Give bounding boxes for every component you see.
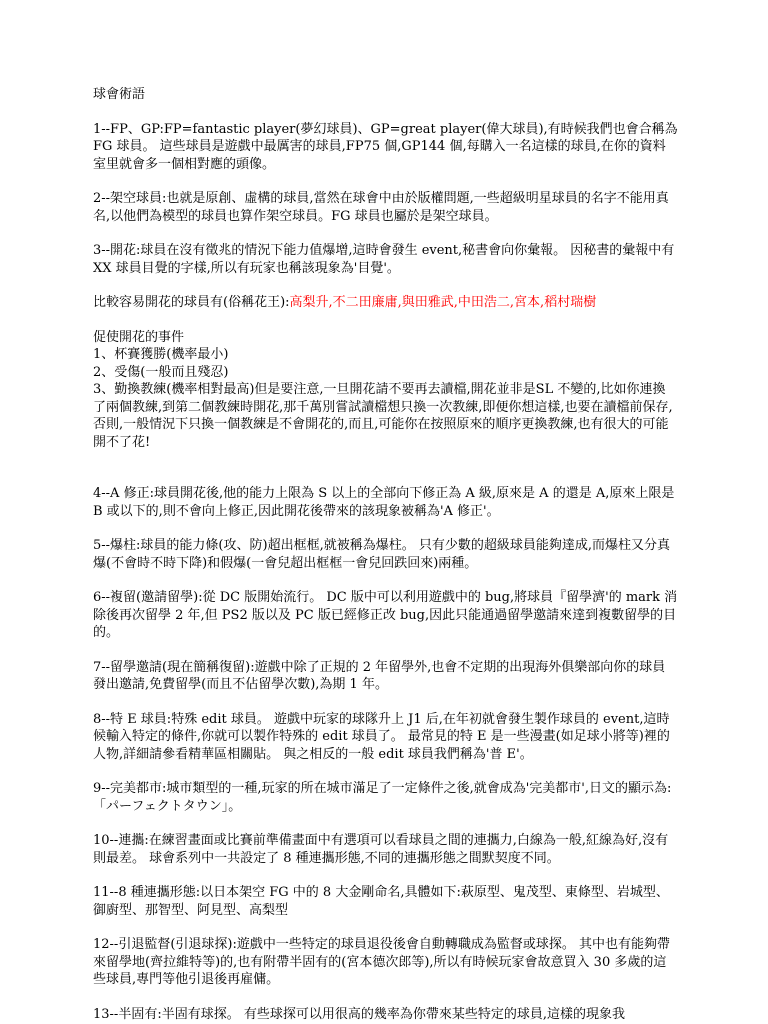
paragraph-study-invitation: 7--留學邀請(現在簡稱復留):遊戲中除了正規的 2 年留學外,也會不定期的出現海外俱樂部向你的球員發出邀請,免費留學(而且不佔留學次數),為期 1 年。: [93, 659, 666, 692]
paragraph-retired-coach: 12--引退監督(引退球探):遊戲中一些特定的球員退役後會自動轉職成為監督或球探。 其中也有能夠帶來留學地(齊拉維特等)的,也有附帶半固有的(宮本德次郎等),所以有時候玩家會故意買入 30 多歲的這些球員,專門等他引退後再雇傭。: [93, 937, 670, 987]
bloom-events-title: 促使開花的事件: [93, 329, 185, 345]
paragraph-semi-fixed: 13--半固有:半固有球探。 有些球探可以用很高的幾率為你帶來某些特定的球員,這樣的現象我: [93, 1006, 625, 1022]
bloom-events-section: [93, 329, 678, 452]
bloom-event-1: 1、杯賽獲勝(機率最小): [93, 347, 229, 362]
paragraph-fictional-player: 2--架空球員:也就是原創、虛構的球員,當然在球會中由於版權問題,一些超級明星球員的名字不能用真名,以他們為模型的球員也算作架空球員。FG 球員也屬於是架空球員。: [93, 191, 669, 224]
document-title: 球會術語: [93, 87, 146, 102]
paragraph-fp-gp: 1--FP、GP:FP=fantastic player(夢幻球員)、GP=great player(偉大球員),有時候我們也會合稱為FG 球員。 這些球員是遊戲中最厲害的球員,FP75 個,GP144 個,每購入一名這樣的球員,在你的資料室里就會多一個相對應的頭像。: [93, 121, 678, 172]
bloom-players-prefix: 比較容易開花的球員有(俗稱花王):: [93, 295, 290, 310]
paragraph-link-types: 11--8 種連攜形態:以日本架空 FG 中的 8 大金剛命名,具體如下:萩原型、鬼茂型、東條型、岩城型、御廚型、那智型、阿見型、高梨型: [93, 885, 669, 918]
paragraph-perfect-city: 9--完美都市:城市類型的一種,玩家的所在城市滿足了一定條件之後,就會成為'完美都市',日文的顯示為:「パーフェクトタウン」。: [93, 781, 672, 814]
paragraph-bloom-players: [93, 294, 678, 312]
paragraph-special-edit: 8--特 E 球員:特殊 edit 球員。 遊戲中玩家的球隊升上 J1 后,在年初就會發生製作球員的 event,這時候輸入特定的條件,你就可以製作特殊的 edit 球員了。 最常見的特 E 是一些漫畫(如足球小將等)裡的人物,詳細請參看精華區相關貼。 與之相反的一般 edit 球員我們稱為'普 E'。: [93, 711, 670, 762]
bloom-players-names: 高梨升,不二田廉庸,與田雅武,中田浩二,宮本,稻村瑞樹: [289, 295, 597, 310]
paragraph-a-correction: 4--A 修正:球員開花後,他的能力上限為 S 以上的全部向下修正為 A 級,原來是 A 的還是 A,原來上限是 B 或以下的,則不會向上修正,因此開花後帶來的該現象被稱為'A 修正'。: [93, 486, 675, 519]
paragraph-repeat-study: 6--複留(邀請留學):從 DC 版開始流行。 DC 版中可以利用遊戲中的 bug,將球員『留學濟'的 mark 消除後再次留學 2 年,但 PS2 版以及 PC 版已經修正改 bug,因此只能通過留學邀請來達到複數留學的目的。: [93, 590, 678, 640]
blank-line: [93, 468, 678, 485]
bloom-event-3: 3、勤換教練(機率相對最高)但是要注意,一旦開花請不要再去讀檔,開花並非是SL 不變的,比如你連換了兩個教練,到第二個教練時開花,那千萬別嘗試讀檔想只換一次教練,即便你想這樣,也要在讀檔前保存,否則,一般情況下只換一個教練是不會開花的,而且,可能你在按照原來的順序更換教練,也有很大的可能開不了花!: [93, 382, 673, 450]
paragraph-link: 10--連攜:在練習畫面或比賽前準備畫面中有選項可以看球員之間的連攜力,白線為一般,紅線為好,沒有則最差。 球會系列中一共設定了 8 種連攜形態,不同的連攜形態之間默契度不同。: [93, 833, 669, 866]
bloom-event-2: 2、受傷(一般而且殘忍): [93, 364, 229, 380]
paragraph-overflow-bar: 5--爆柱:球員的能力條(攻、防)超出框框,就被稱為爆柱。 只有少數的超級球員能夠達成,而爆柱又分真爆(不會時不時下降)和假爆(一會兒超出框框一會兒回跌回來)兩種。: [93, 538, 670, 571]
paragraph-bloom: 3--開花:球員在沒有徵兆的情況下能力值爆增,這時會發生 event,秘書會向你彙報。 因秘書的彙報中有 XX 球員目覺的字樣,所以有玩家也稱該現象為'目覺'。: [93, 243, 675, 276]
